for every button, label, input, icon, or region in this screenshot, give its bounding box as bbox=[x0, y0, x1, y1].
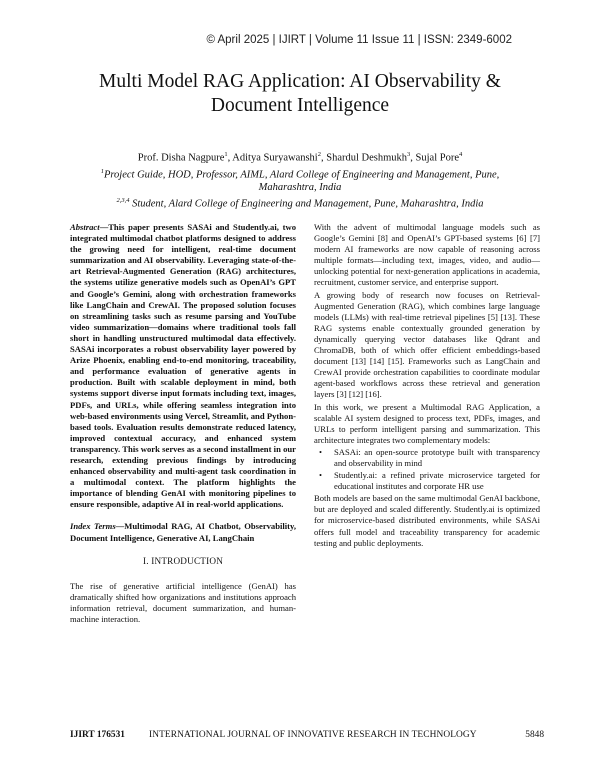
right-column bbox=[314, 222, 540, 550]
body-paragraph-1: With the advent of multimodal language models such as Google’s Gemini [8] and OpenAI’s GPT-based systems [6] [7] modern AI frameworks are now capable of reasoning across multiple formats—including text, images, video, and audio—unlocking potential for next-generation applications in academia, recruitment, customer service, and enterprise support. bbox=[314, 222, 540, 288]
paper-title-line-1: Multi Model RAG Application: AI Observability & bbox=[99, 71, 501, 92]
author-name: Aditya Suryawanshi bbox=[232, 152, 318, 164]
affiliation-1-cont: Maharashtra, India bbox=[258, 182, 342, 193]
intro-paragraph: The rise of generative artificial intelligence (GenAI) has dramatically shifted how organizations and institutions approach information retrieval, document summarization, and human-machine interaction. bbox=[70, 580, 296, 624]
paper-id: IJIRT 176531 bbox=[70, 730, 125, 740]
author-superscript: 4 bbox=[459, 151, 463, 158]
index-terms-label: Index Terms bbox=[70, 521, 116, 532]
paper-title bbox=[60, 70, 540, 118]
journal-header: © April 2025 | IJIRT | Volume 11 Issue 11 | ISSN: 2349-6002 bbox=[206, 34, 512, 46]
author-superscript: 2 bbox=[317, 151, 321, 158]
page-number: 5848 bbox=[525, 730, 544, 740]
bullet-icon: • bbox=[319, 470, 323, 481]
affiliation-2: $^{2,3,4}$ Student, Alard College of Engineering and Management, Pune, Maharashtra, India bbox=[116, 197, 484, 210]
body-paragraph-2: A growing body of research now focuses on Retrieval-Augmented Generation (RAG), which combines large language models (LLMs) with real-time retrieval pipelines [5] [13]. These RAG systems enable contextually grounded generation by dynamically querying vector databases like Qdrant and ChromaDB, both of which offer efficient embeddings-based document [13] [14] [15]. Frameworks such as LangChain and CrewAI provide orchestration capabilities to coordinate modular agent-based workflows across these retrieval and generation layers [3] [12] [16]. bbox=[314, 289, 540, 400]
journal-name: INTERNATIONAL JOURNAL OF INNOVATIVE RESEARCH IN TECHNOLOGY bbox=[149, 730, 477, 740]
list-item: • Studently.ai: a refined private microservice targeted for educational institutes and corporate HR use bbox=[319, 470, 540, 492]
left-column bbox=[70, 222, 296, 626]
author-name: Sujal Pore bbox=[415, 152, 459, 164]
bullet-icon: • bbox=[319, 446, 323, 457]
abstract bbox=[70, 222, 296, 510]
body-paragraph-3: In this work, we present a Multimodal RAG Application, a scalable AI system designed to process text, PDFs, images, and URLs to perform intelligent parsing and summarization. This architecture integrates two complementary models: bbox=[314, 401, 540, 445]
index-terms-text: —Multimodal RAG, AI Chatbot, Observability, Document Intelligence, Generative AI, LangChain bbox=[70, 521, 297, 543]
affiliation-superscript: 1 bbox=[100, 167, 104, 175]
affiliation-superscript: 2,3,4 bbox=[116, 197, 130, 204]
index-terms bbox=[70, 521, 296, 543]
author-superscript: 3 bbox=[407, 151, 411, 158]
author-name: Shardul Deshmukh bbox=[326, 152, 408, 164]
author-list: Prof. Disha Nagpure$^1$, Aditya Suryawanshi$^2$, Shardul Deshmukh$^3$, Sujal Pore$^4$ bbox=[137, 151, 463, 164]
abstract-text: —This paper presents SASAi and Studently.ai, two integrated multimodal chatbot platforms designed to address the growing need for intelligent, real-time document summarization and AI observability. Leveraging state-of-the-art Retrieval-Augmented Generation (RAG) architectures, the systems utilize generative models such as OpenAI’s GPT and Google’s Gemini, along with orchestration frameworks like LangChain and CrewAI. The proposed solution focuses on streamlining tasks such as resume parsing and YouTube video summarization—domains where traditional tools fall short in handling unstructured multimodal data effectively. SASAi incorporates a robust observability layer powered by Arize Phoenix, enabling end-to-end monitoring, traceability, and performance evaluation of generative agents in production. Built with scalable deployment in mind, both systems support diverse input formats including text, images, PDFs, and URLs, while offering seamless integration into web-based environments using Vercel, Streamlit, and Python-based tools. Evaluation results demonstrate reduced latency, improved contextual accuracy, and enhanced system transparency. This work serves as a second installment in our research, extending previous findings by introducing enhanced observability and multi-agent task coordination in a multimodal context. The platform highlights the importance of blending GenAI with monitoring pipelines to ensure responsible, adaptive AI in real-world applications. bbox=[70, 222, 296, 510]
list-item: • SASAi: an open-source prototype built with transparency and observability in mind bbox=[319, 446, 540, 468]
paper-title-line-2: Document Intelligence bbox=[210, 95, 390, 116]
section-heading-introduction: I. INTRODUCTION bbox=[142, 555, 224, 566]
author-name: Prof. Disha Nagpure bbox=[137, 152, 225, 164]
abstract-label: Abstract bbox=[70, 222, 100, 232]
affiliation-1: $^1$Project Guide, HOD, Professor, AIML, Alard College of Engineering and Management, Pune, bbox=[100, 167, 500, 180]
model-list bbox=[314, 447, 540, 492]
author-block bbox=[40, 148, 560, 211]
body-paragraph-4: Both models are based on the same multimodal GenAI backbone, but are deployed and scaled differently. Studently.ai is optimized for microservice-based distributed environments, while SASAi offers full model and traceability transparency for academic testing and public deployments. bbox=[314, 493, 540, 548]
author-superscript: 1 bbox=[224, 151, 228, 158]
